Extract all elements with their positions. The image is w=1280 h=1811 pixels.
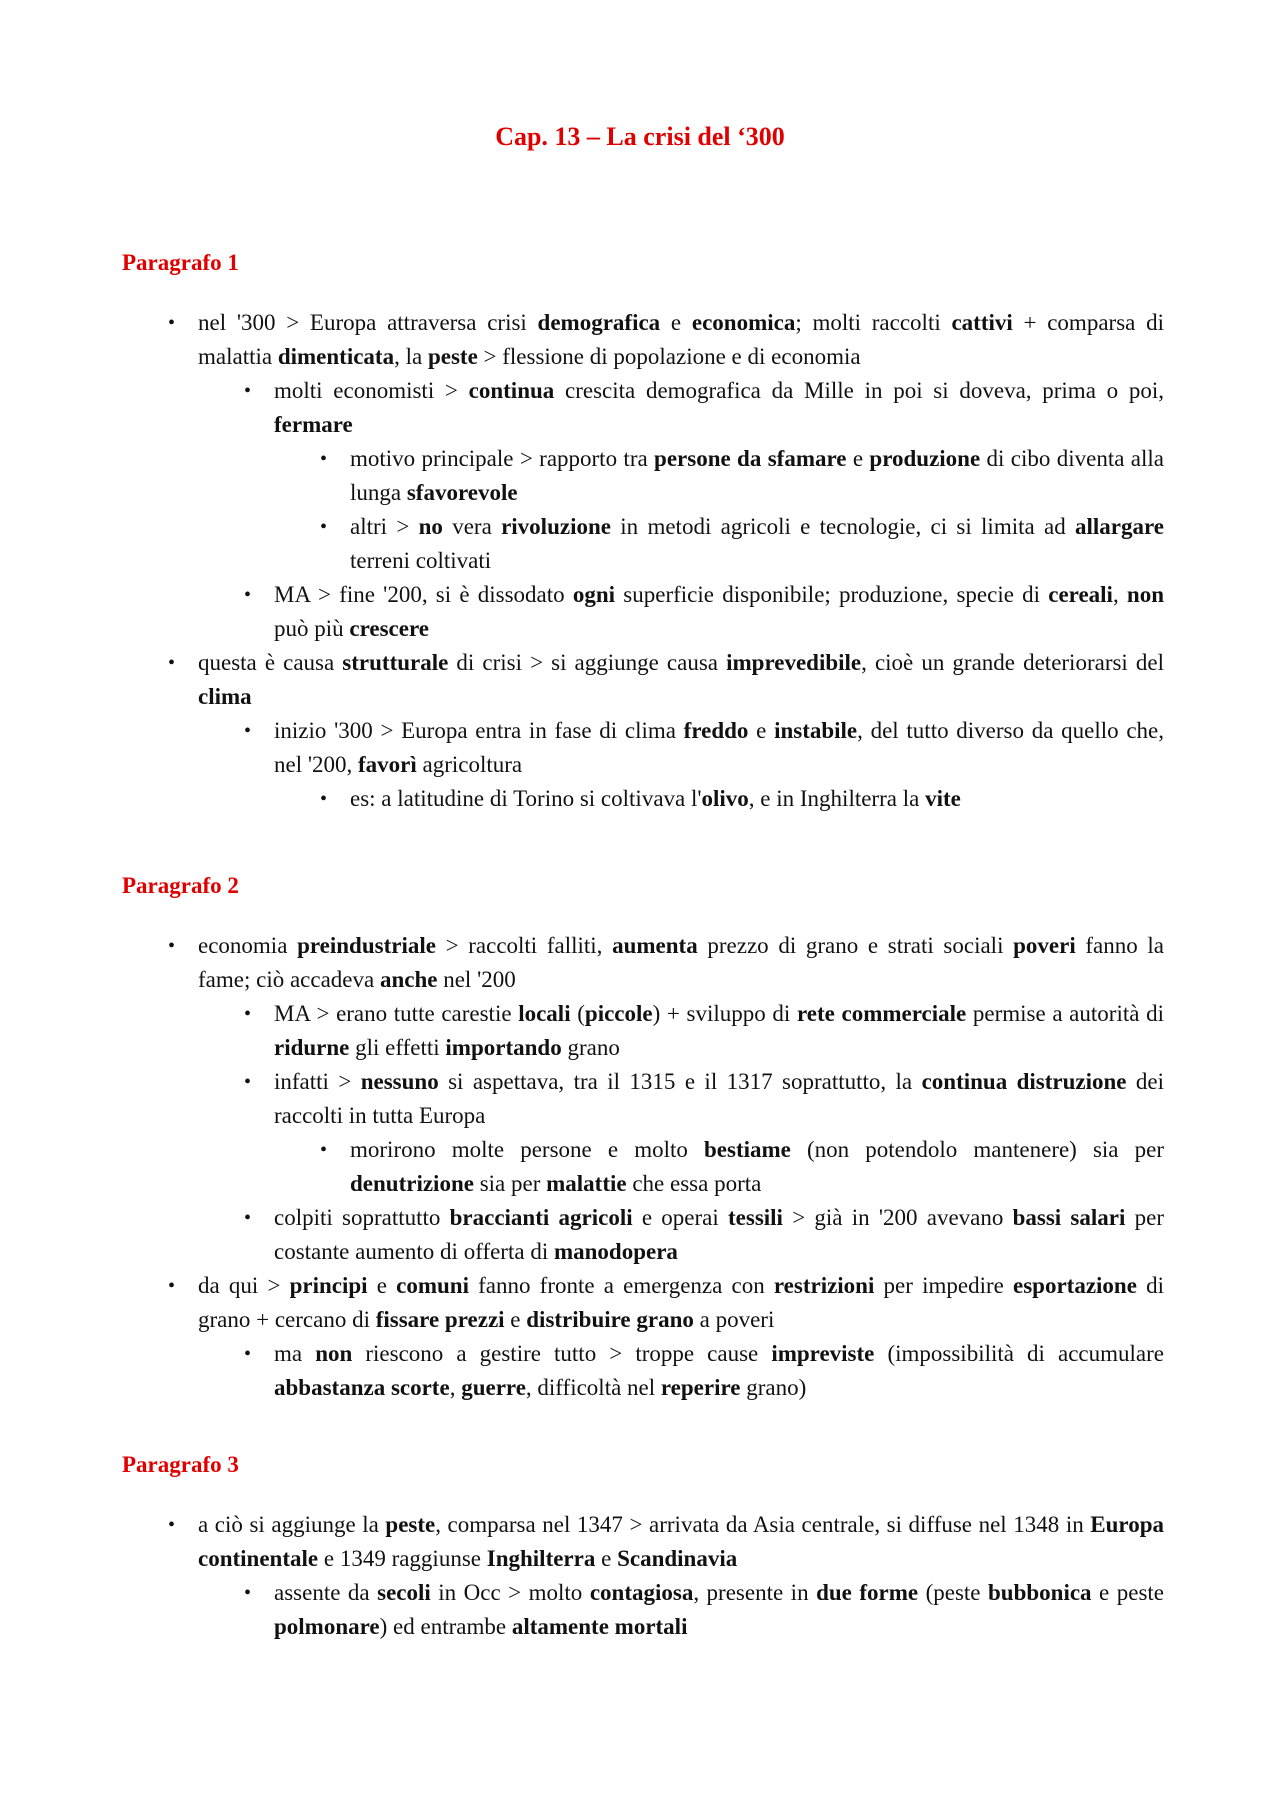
text-segment: per costante aumento di offerta di [274, 1205, 1164, 1264]
bold-text: sfavorevole [406, 480, 518, 505]
bold-text: persone da sfamare [654, 446, 847, 471]
section-heading-3: Paragrafo 3 [122, 1452, 239, 1477]
bold-text: demografica [537, 310, 661, 335]
text-segment: grano [561, 1035, 620, 1060]
bullet-icon: • [244, 1582, 252, 1604]
bullet-icon: • [320, 448, 328, 470]
bullet-icon: • [244, 720, 252, 742]
text-segment: questa è causa [198, 650, 343, 675]
text-segment: colpiti soprattutto [274, 1205, 450, 1230]
text-segment: , comparsa nel 1347 > arrivata da Asia centrale, si diffuse nel 1348 in [435, 1512, 1091, 1537]
bold-text: polmonare [274, 1614, 380, 1639]
bold-text: locali [518, 1001, 571, 1026]
bold-text: imprevedibile [726, 650, 862, 675]
text-segment: può più [274, 616, 350, 641]
text-segment: si aspettava, tra il 1315 e il 1317 soprattutto, la [438, 1069, 922, 1094]
text-segment: ( [570, 1001, 585, 1026]
bold-text: bassi salari [1012, 1205, 1126, 1230]
bold-text: ogni [572, 582, 616, 607]
text-segment: > raccolti falliti, [435, 933, 613, 958]
list-item [168, 929, 1165, 997]
text-segment: > già in '200 avevano [782, 1205, 1013, 1230]
text-segment: (peste [918, 1580, 988, 1605]
bold-text: cereali [1048, 582, 1113, 607]
text-segment: e [367, 1273, 397, 1298]
bold-text: continua [468, 378, 555, 403]
text-segment: , la [394, 344, 428, 369]
text-segment: MA > fine '200, si è dissodato [274, 582, 573, 607]
text-segment: ) + sviluppo di [652, 1001, 797, 1026]
bullet-icon: • [320, 516, 328, 538]
bold-text: freddo [683, 718, 749, 743]
bold-text: peste [385, 1512, 436, 1537]
list-item [320, 442, 1164, 510]
text-segment: e peste [1091, 1580, 1165, 1605]
bullet-icon: • [244, 584, 252, 606]
bold-text: contagiosa [589, 1580, 694, 1605]
text-segment: vera [442, 514, 502, 539]
bold-text: vite [925, 786, 961, 811]
bold-text: secoli [377, 1580, 431, 1605]
text-segment: motivo principale > rapporto tra [350, 446, 655, 471]
text-segment: a poveri [693, 1307, 775, 1332]
bold-text: principi [289, 1273, 368, 1298]
bold-text: favorì [358, 752, 417, 777]
list-item [320, 510, 1165, 578]
text-segment: ma [274, 1341, 316, 1366]
bold-text: denutrizione [350, 1171, 474, 1196]
text-segment: di crisi > si aggiunge causa [448, 650, 727, 675]
bullet-icon: • [168, 1275, 176, 1297]
text-segment: ) ed entrambe [379, 1614, 512, 1639]
bullet-icon: • [244, 1071, 252, 1093]
bold-text: clima [198, 684, 252, 709]
text-segment: agricoltura [416, 752, 523, 777]
list-item [244, 1065, 1165, 1133]
bullet-icon: • [244, 1003, 252, 1025]
bold-text: strutturale [342, 650, 449, 675]
bold-text: rivoluzione [501, 514, 611, 539]
list-item [244, 997, 1164, 1065]
list-item [244, 1201, 1164, 1269]
text-segment: gli effetti [349, 1035, 446, 1060]
text-segment: sia per [473, 1171, 547, 1196]
text-segment: (impossibilità di accumulare [874, 1341, 1164, 1366]
bold-text: importando [445, 1035, 562, 1060]
text-segment: nel '300 > Europa attraversa crisi [198, 310, 538, 335]
bullet-icon: • [244, 380, 252, 402]
text-segment: da qui > [198, 1273, 290, 1298]
list-item [320, 782, 1164, 816]
list-item [244, 578, 1165, 646]
text-segment: (non potendolo mantenere) sia per [790, 1137, 1165, 1162]
bold-text: fermare [274, 412, 353, 437]
text-segment: di grano + cercano di [198, 1273, 1164, 1332]
section-heading-1: Paragrafo 1 [122, 250, 239, 275]
text-segment: MA > erano tutte carestie [274, 1001, 519, 1026]
text-segment: dei raccolti in tutta Europa [274, 1069, 1165, 1128]
bold-text: comuni [396, 1273, 469, 1298]
text-segment: nel '200 [437, 967, 516, 992]
bold-text: Scandinavia [617, 1546, 738, 1571]
text-segment: infatti > [274, 1069, 361, 1094]
text-segment: superficie disponibile; produzione, specie di [615, 582, 1049, 607]
bold-text: preindustriale [297, 933, 436, 958]
list-item [244, 1576, 1165, 1644]
bold-text: manodopera [553, 1239, 678, 1264]
bold-text: Europa continentale [198, 1512, 1164, 1571]
text-segment: es: a latitudine di Torino si coltivava l' [350, 786, 702, 811]
bold-text: ridurne [274, 1035, 350, 1060]
list-item [168, 1508, 1164, 1576]
bold-text: peste [427, 344, 478, 369]
bold-text: Inghilterra [486, 1546, 596, 1571]
text-segment: altri > [350, 514, 419, 539]
text-segment: + comparsa di malattia [198, 310, 1164, 369]
bold-text: olivo [701, 786, 749, 811]
text-segment: , cioè un grande deteriorarsi del [861, 650, 1164, 675]
bold-text: economica [691, 310, 796, 335]
bold-text: aumenta [612, 933, 698, 958]
text-segment: crescita demografica da Mille in poi si doveva, prima o poi, [554, 378, 1164, 403]
text-segment: e [660, 310, 692, 335]
text-segment: > flessione di popolazione e di economia [477, 344, 861, 369]
bold-text: braccianti agricoli [449, 1205, 633, 1230]
text-segment: , [1112, 582, 1127, 607]
text-segment: e [595, 1546, 618, 1571]
bold-text: due forme [816, 1580, 919, 1605]
bold-text: no [418, 514, 443, 539]
text-segment: a ciò si aggiunge la [198, 1512, 386, 1537]
text-segment: fanno fronte a emergenza con [468, 1273, 774, 1298]
bullet-icon: • [168, 935, 176, 957]
text-segment: prezzo di grano e strati sociali [697, 933, 1014, 958]
bold-text: fissare prezzi [375, 1307, 505, 1332]
bullet-icon: • [320, 788, 328, 810]
text-segment: di cibo diventa alla lunga [350, 446, 1164, 505]
text-segment: e [846, 446, 870, 471]
section-list-3 [0, 1508, 1280, 1644]
bold-text: rete commerciale [796, 1001, 967, 1026]
text-segment: inizio '300 > Europa entra in fase di clima [274, 718, 684, 743]
text-segment: e 1349 raggiunse [318, 1546, 487, 1571]
bold-text: non [315, 1341, 353, 1366]
list-item [244, 1337, 1164, 1405]
list-item [320, 1133, 1165, 1201]
bold-text: bestiame [704, 1137, 791, 1162]
bold-text: distribuire grano [526, 1307, 694, 1332]
text-segment: per impedire [874, 1273, 1014, 1298]
bold-text: poveri [1013, 933, 1076, 958]
list-item [244, 714, 1164, 782]
bold-text: restrizioni [773, 1273, 875, 1298]
bold-text: tessili [728, 1205, 783, 1230]
page-title: Cap. 13 – La crisi del ‘300 [495, 122, 785, 151]
text-segment: e operai [632, 1205, 728, 1230]
text-segment: grano) [740, 1375, 807, 1400]
bold-text: non [1126, 582, 1165, 607]
section-list-1 [0, 306, 1280, 816]
list-item [168, 1269, 1164, 1337]
bold-text: produzione [869, 446, 981, 471]
bullet-icon: • [244, 1343, 252, 1365]
list-item [168, 306, 1164, 374]
bullet-icon: • [168, 652, 176, 674]
bullet-icon: • [320, 1139, 328, 1161]
bullet-icon: • [168, 312, 176, 334]
text-segment: terreni coltivati [350, 548, 492, 573]
text-segment: permise a autorità di [966, 1001, 1164, 1026]
bold-text: esportazione [1013, 1273, 1137, 1298]
bold-text: altamente mortali [511, 1614, 688, 1639]
text-segment: ; molti raccolti [795, 310, 952, 335]
bold-text: bubbonica [988, 1580, 1092, 1605]
bold-text: anche [379, 967, 438, 992]
text-segment: e [748, 718, 775, 743]
text-segment: in Occ > molto [430, 1580, 590, 1605]
bold-text: cattivi [951, 310, 1013, 335]
section-heading-2: Paragrafo 2 [122, 873, 239, 898]
text-segment: e [504, 1307, 527, 1332]
bold-text: reperire [660, 1375, 741, 1400]
list-item [168, 646, 1164, 714]
text-segment: , [449, 1375, 462, 1400]
bold-text: continua distruzione [921, 1069, 1127, 1094]
text-segment: assente da [274, 1580, 378, 1605]
text-segment: , difficoltà nel [525, 1375, 661, 1400]
bold-text: dimenticata [277, 344, 395, 369]
bold-text: allargare [1075, 514, 1165, 539]
bullet-icon: • [244, 1207, 252, 1229]
text-segment: , presente in [693, 1580, 817, 1605]
bold-text: crescere [349, 616, 429, 641]
text-segment: fanno la fame; ciò accadeva [198, 933, 1165, 992]
bold-text: nessuno [360, 1069, 439, 1094]
text-segment: economia [198, 933, 298, 958]
bold-text: instabile [774, 718, 858, 743]
bold-text: impreviste [771, 1341, 875, 1366]
list-item [244, 374, 1164, 442]
bold-text: abbastanza scorte [274, 1375, 450, 1400]
text-segment: , e in Inghilterra la [748, 786, 926, 811]
text-segment: riescono a gestire tutto > troppe cause [352, 1341, 772, 1366]
text-segment: , del tutto diverso da quello che, nel '200, [274, 718, 1164, 777]
bullet-icon: • [168, 1514, 176, 1536]
bold-text: piccole [584, 1001, 653, 1026]
text-segment: in metodi agricoli e tecnologie, ci si limita ad [610, 514, 1076, 539]
text-segment: che essa porta [626, 1171, 762, 1196]
bold-text: malattie [546, 1171, 627, 1196]
text-segment: molti economisti > [274, 378, 469, 403]
bold-text: guerre [461, 1375, 526, 1400]
section-list-2 [0, 929, 1280, 1405]
text-segment: morirono molte persone e molto [350, 1137, 705, 1162]
